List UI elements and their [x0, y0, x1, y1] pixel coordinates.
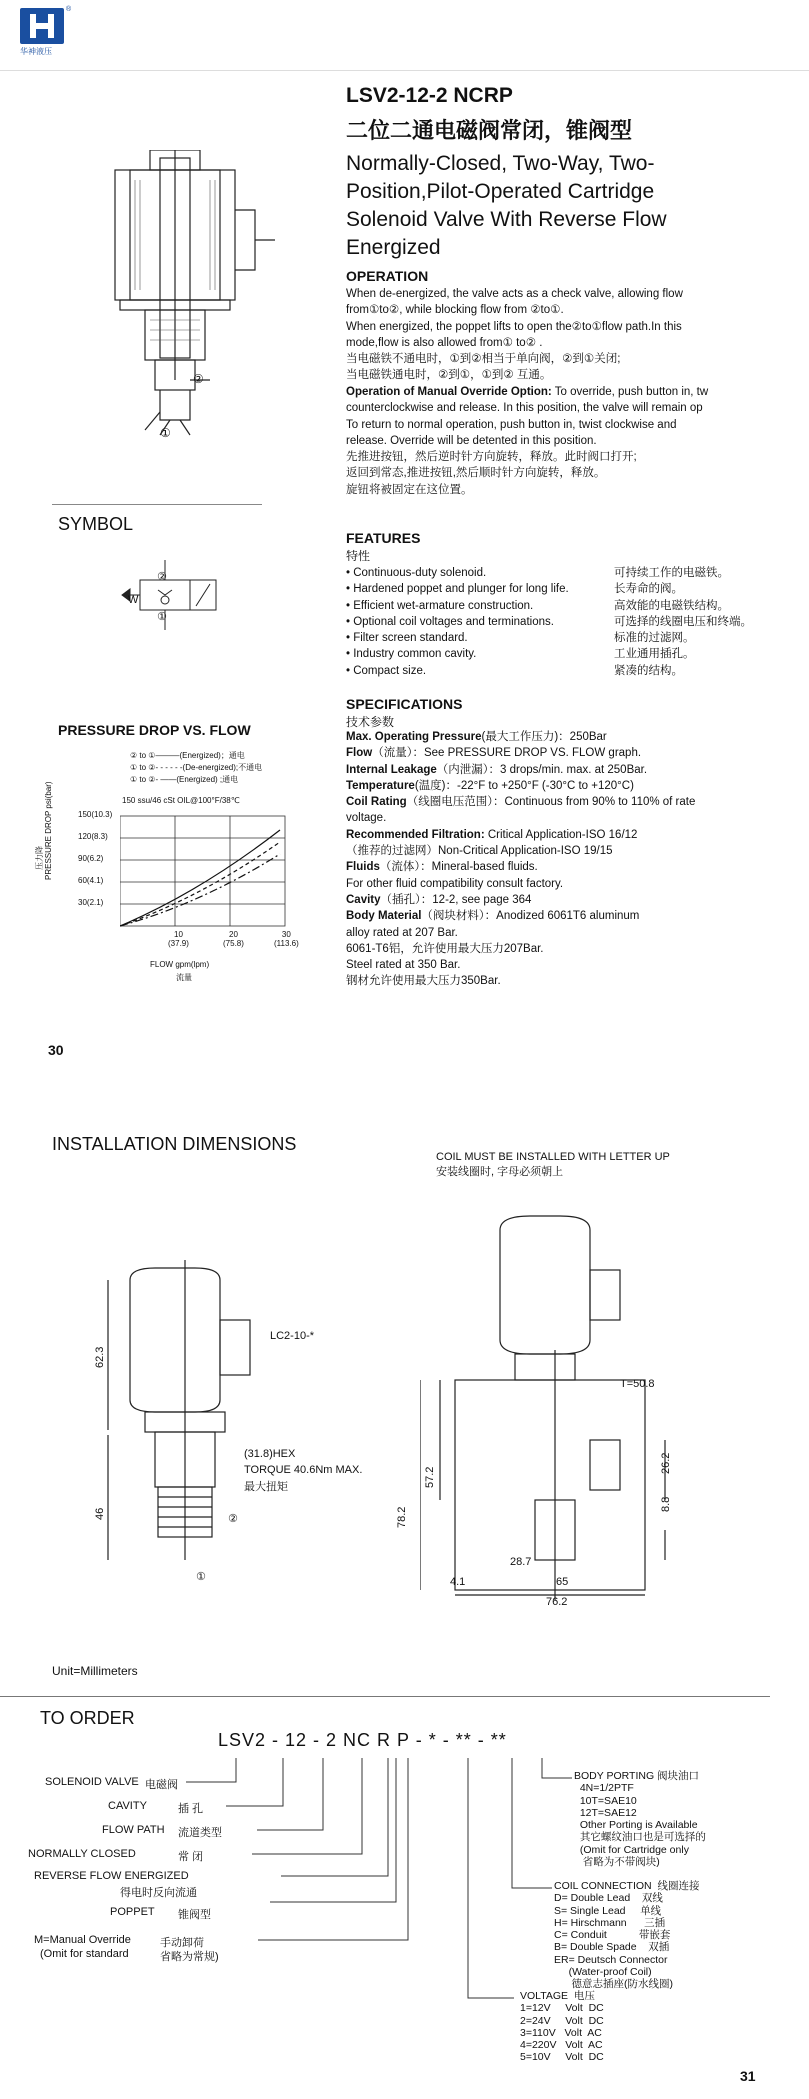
dim-62-3: 62.3 [94, 1346, 106, 1368]
feature-item: • Filter screen standard. 标准的过滤网。 [346, 632, 695, 645]
legend-entry-2: ① to ②- - - - - -(De-energized);不通电 [130, 763, 263, 772]
dim-65: 65 [556, 1576, 569, 1588]
cutaway-port-2: ② [193, 372, 204, 386]
operation-heading: OPERATION [346, 268, 429, 284]
ytick-120: 120(8.3) [78, 832, 108, 841]
order-label-reverse-zh: 得电时反向流通 [120, 1887, 197, 1899]
legend-entry-1: ② to ①———(Energized)；通电 [130, 751, 245, 760]
order-label-cavity-zh: 插 孔 [178, 1803, 204, 1815]
symbol-port-2: ② [157, 571, 167, 583]
torque-label: TORQUE 40.6Nm MAX. [244, 1464, 363, 1476]
spec-row: Fluids（流体）：Mineral-based fluids. For other fluid compatibility consult factory. [346, 861, 564, 890]
symbol-divider [52, 504, 262, 505]
coil-connection-options: COIL CONNECTION 线圈连接 D= Double Lead 双线 S= Single Lead 单线 H= Hirschmann 三插 C= Conduit 带嵌套 B= Double Spade 双插 ER= Deutsch Connector (Water-proof Coil) 德意志插座(防水线圈) [554, 1880, 700, 1991]
valve-front-drawing [420, 1200, 680, 1610]
y-axis-label: PRESSURE DROP psi(bar) [44, 781, 53, 880]
features-heading-zh: 特性 [346, 549, 371, 563]
coil-note: COIL MUST BE INSTALLED WITH LETTER UP 安装线圈时, 字母必须朝上 [436, 1151, 670, 1178]
valve-side-drawing [100, 1260, 300, 1610]
override-text [346, 384, 796, 498]
side-port-2: ② [228, 1513, 238, 1525]
override-label: Operation of Manual Override Option: [346, 386, 552, 398]
ytick-150: 150(10.3) [78, 810, 113, 819]
dim-76-2: 76.2 [546, 1596, 568, 1608]
feature-item: • Optional coil voltages and terminations. 可选择的线圈电压和终端。 [346, 615, 752, 628]
operation-text: When de-energized, the valve acts as a check valve, allowing flow from①to②, while blocking flow from ②to①. When energized, the poppet lifts to open the②to①flow path.In this mode,flow is also allowed from① to② . 当电磁铁不通电时，①到②相当于单向阀，②到①关闭; 当电磁铁通电时，②到①，①到② 互通。 [346, 288, 683, 382]
order-label-nc-zh: 常 闭 [178, 1851, 204, 1863]
feature-item: • Industry common cavity. 工业通用插孔。 [346, 648, 695, 661]
features-list [346, 565, 776, 679]
order-label-solenoid: SOLENOID VALVE [45, 1776, 139, 1788]
pressure-drop-heading: PRESSURE DROP VS. FLOW [58, 722, 251, 738]
xtick-10: 10 (37.9) [168, 930, 189, 948]
dim-28-7: 28.7 [510, 1556, 532, 1568]
spec-row: Flow（流量）：See PRESSURE DROP VS. FLOW graph. [346, 747, 642, 760]
dim-78-2: 78.2 [396, 1506, 408, 1528]
hex-label: (31.8)HEX [244, 1448, 296, 1460]
dim-8-8: 8.8 [660, 1496, 672, 1512]
x-axis-label-zh: 流量 [176, 973, 192, 982]
feature-item: • Efficient wet-armature construction. 高效能的电磁铁结构。 [346, 599, 729, 612]
order-label-solenoid-zh: 电磁阀 [145, 1779, 178, 1791]
body-porting-options: BODY PORTING 阀块油口 4N=1/2PTF 10T=SAE10 12T=SAE12 Other Porting is Available 其它螺纹油口也是可选择的 (Omit for Cartridge only 省略为不带阀块) [574, 1770, 706, 1869]
features-heading: FEATURES [346, 530, 421, 546]
spec-row: Body Material（阀块材料）：Anodized 6061T6 aluminum alloy rated at 207 Bar. 6061-T6铝，允许使用最大压力207Bar. Steel rated at 350 Bar. 钢材允许使用最大压力350Bar. [346, 910, 640, 988]
y-axis-label-zh: 压力降 [35, 846, 44, 870]
ytick-90: 90(6.2) [78, 854, 104, 863]
order-label-omit-zh: 省略为常规) [160, 1951, 219, 1963]
order-label-flow-path: FLOW PATH [102, 1824, 165, 1836]
curve-1-to-2-deenergized [120, 842, 280, 926]
specs-heading: SPECIFICATIONS [346, 696, 463, 712]
x-axis-label: FLOW gpm(lpm) [150, 960, 210, 969]
title-zh: 二位二通电磁阀常闭，锥阀型 [346, 118, 633, 143]
cutaway-port-1: ① [160, 426, 171, 440]
logo-icon: ® [20, 8, 64, 44]
legend-entry-3: ① to ②- ——(Energized) ;通电 [130, 775, 239, 784]
order-label-flow-path-zh: 流道类型 [178, 1827, 222, 1839]
symbol-heading: SYMBOL [58, 514, 134, 534]
units-note: Unit=Millimeters [52, 1664, 138, 1678]
order-label-omit: (Omit for standard [40, 1948, 129, 1960]
feature-item: • Compact size. 紧凑的结构。 [346, 664, 683, 677]
ytick-30: 30(2.1) [78, 898, 104, 907]
spec-row: Cavity（插孔）：12-2, see page 364 [346, 893, 532, 906]
brand-name: 华神液压 [20, 47, 52, 56]
installation-heading: INSTALLATION DIMENSIONS [52, 1134, 297, 1154]
ytick-60: 60(4.1) [78, 876, 104, 885]
valve-cutaway-drawing [90, 150, 280, 450]
specs-heading-zh: 技术参数 [346, 715, 395, 729]
order-label-manual-zh: 手动卸荷 [160, 1937, 204, 1949]
page-number-right: 31 [740, 2068, 756, 2084]
feature-item: • Hardened poppet and plunger for long life. 长寿命的阀。 [346, 583, 683, 596]
dim-4-1: 4.1 [450, 1576, 466, 1588]
page-number-left: 30 [48, 1042, 64, 1058]
model-title: LSV2-12-2 NCRP [346, 84, 513, 107]
order-label-manual: M=Manual Override [34, 1934, 131, 1946]
symbol-port-1: ① [157, 611, 167, 623]
lc2-label: LC2-10-* [270, 1330, 315, 1342]
order-heading: TO ORDER [40, 1708, 135, 1728]
spec-row: Coil Rating（线圈电压范围）：Continuous from 90% to 110% of rate voltage. [346, 796, 696, 825]
dim-57-2: 57.2 [424, 1466, 436, 1488]
spec-row: Internal Leakage（内泄漏）：3 drops/min. max. at 250Bar. [346, 763, 648, 776]
fluid-note: 150 ssu/46 cSt OIL@100°F/38℃ [122, 796, 240, 805]
spec-row: Max. Operating Pressure(最大工作压力)：250Bar [346, 731, 607, 743]
spec-row: Recommended Filtration: Critical Application-ISO 16/12 （推荐的过滤网）Non-Critical Application-ISO 19/15 [346, 828, 638, 858]
override-body: To override, push button in, tw counterclockwise and release. In this position, the valve will remain op To return to normal operation, push button in, twist clockwise and release. Override will be detented in this position. 先推进按钮，然后逆时针方向旋转，释放。此时阀口打开; 返回到常态,推进按钮,然后顺时针方向旋转，释放。 旋钮将被固定在这位置。 [346, 386, 709, 496]
spec-row: Temperature(温度)：-22°F to +250°F (-30°C to +120°C) [346, 779, 634, 792]
torque-label-zh: 最大扭矩 [244, 1481, 288, 1493]
order-label-poppet-zh: 锥阀型 [178, 1909, 211, 1921]
order-label-cavity: CAVITY [108, 1800, 147, 1812]
feature-item: • Continuous-duty solenoid. 可持续工作的电磁铁。 [346, 567, 729, 579]
brand-logo [20, 8, 80, 60]
symbol-w: W [128, 594, 139, 606]
order-label-nc: NORMALLY CLOSED [28, 1848, 136, 1860]
order-label-poppet: POPPET [110, 1906, 155, 1918]
specs-list [346, 729, 786, 990]
title-en: Normally-Closed, Two-Way, Two- Position,Pilot-Operated Cartridge Solenoid Valve With Reverse Flow Energized [346, 152, 667, 259]
order-label-reverse: REVERSE FLOW ENERGIZED [34, 1870, 189, 1882]
dim-46: 46 [94, 1507, 106, 1520]
pressure-drop-chart [120, 812, 290, 932]
order-divider [0, 1696, 770, 1697]
voltage-options: VOLTAGE 电压 1=12V Volt DC 2=24V Volt DC 3=110V Volt AC 4=220V Volt AC 5=10V Volt DC [520, 1990, 604, 2064]
xtick-20: 20 (75.8) [223, 930, 244, 948]
xtick-30: 30 (113.6) [274, 930, 299, 948]
side-port-1: ① [196, 1571, 206, 1583]
dim-26-2: 26.2 [660, 1452, 672, 1474]
header-divider [0, 70, 809, 71]
curve-2-to-1-energized [120, 830, 280, 926]
dim-t-50-8: T=50.8 [620, 1378, 655, 1390]
order-code: LSV2 - 12 - 2 NC R P - * - ** - ** [218, 1730, 507, 1750]
